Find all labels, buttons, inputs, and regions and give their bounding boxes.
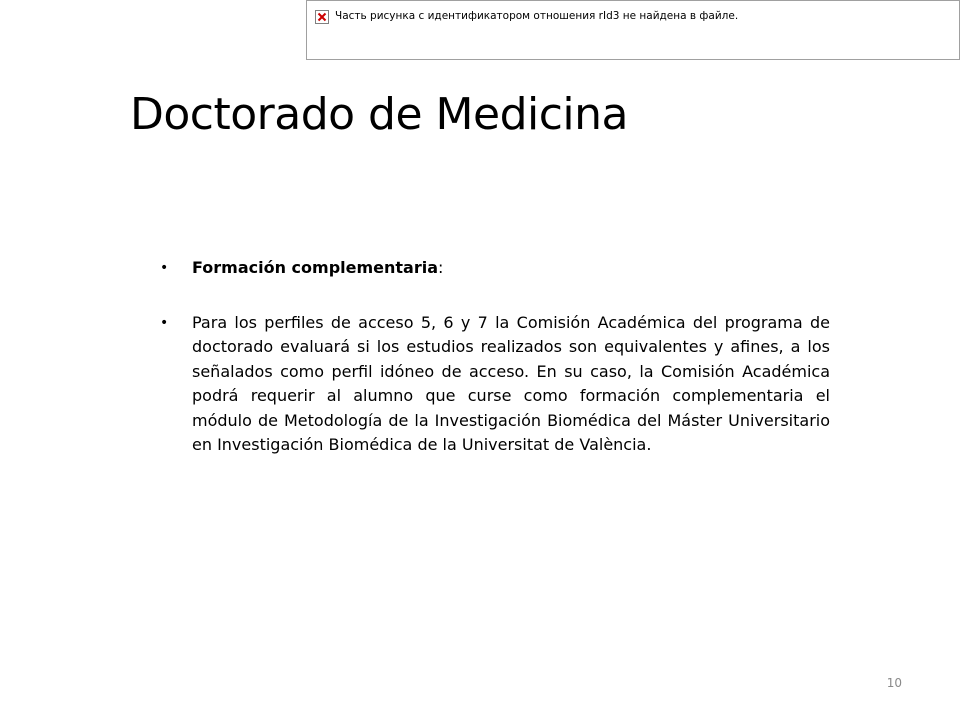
slide-title: Doctorado de Medicina xyxy=(130,89,628,140)
bullet-heading: Formación complementaria xyxy=(192,258,439,277)
broken-image-placeholder xyxy=(306,0,960,60)
broken-image-icon xyxy=(315,10,329,24)
bullet-text: Para los perfiles de acceso 5, 6 y 7 la Comisión Académica del programa de doctorado evaluará si los estudios realizados son equivalentes y afines, a los señalados como perfil idóneo de acceso. En su caso, la Comisión Académica podrá requerir al alumno que curse como formación complementaria el módulo de Metodología de la Investigación Biomédica del Máster Universitario en Investigación Biomédica de la Universitat de València. xyxy=(192,312,830,454)
bullet-dot-icon: • xyxy=(160,314,169,331)
bullet-item-perfiles xyxy=(158,311,830,458)
broken-image-message: Часть рисунка с идентификатором отношения rId3 не найдена в файле. xyxy=(335,10,739,22)
page-number: 10 xyxy=(886,676,902,690)
bullet-text: : xyxy=(438,258,444,277)
bullet-list xyxy=(158,256,830,458)
bullet-item-formacion xyxy=(158,256,830,281)
bullet-dot-icon: • xyxy=(160,260,169,276)
